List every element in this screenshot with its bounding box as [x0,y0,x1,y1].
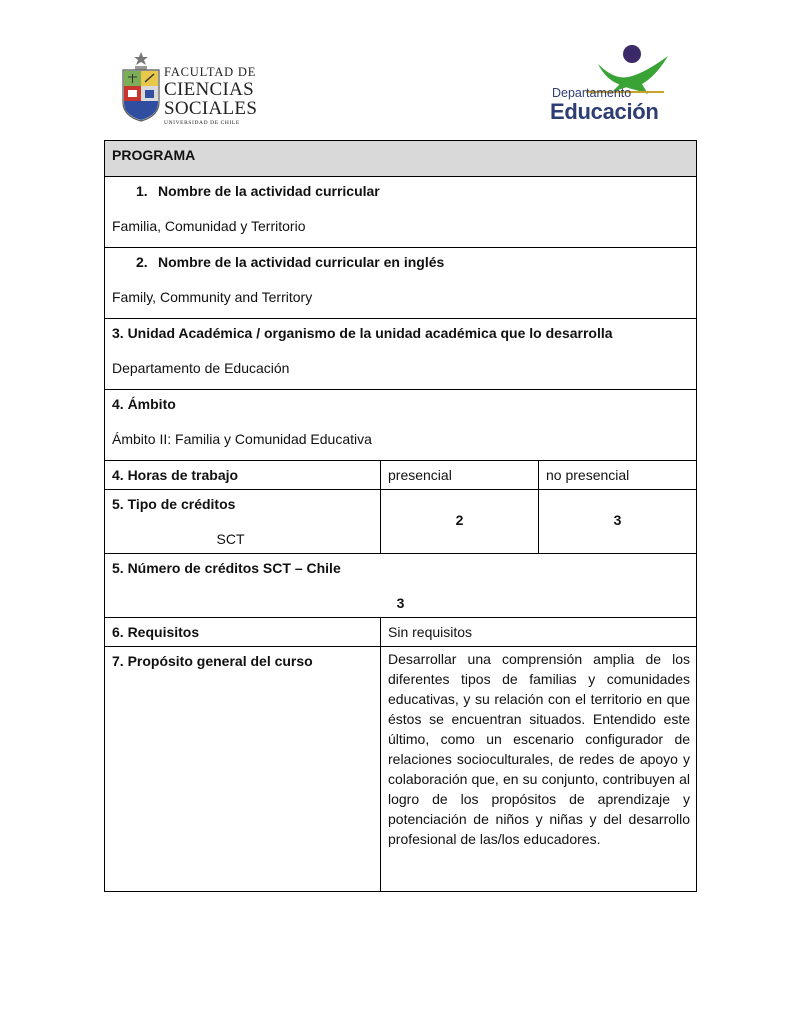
hours-label: 4. Horas de trabajo [105,461,381,490]
section-1-number: 1. [136,183,148,199]
requisites-value: Sin requisitos [381,618,697,647]
credits-type-sct: SCT [216,531,245,547]
section-3-value: Departamento de Educación [112,360,290,376]
section-2-value: Family, Community and Territory [112,289,313,305]
hours-presencial: presencial [381,461,539,490]
programa-header: PROGRAMA [105,141,697,177]
departamento-educacion-logo [550,42,670,124]
credits-presencial-value: 2 [455,512,464,528]
section-2-title-text: Nombre de la actividad curricular en inglés [158,254,445,270]
credits-count-label: 5. Número de créditos SCT – Chile [112,560,341,576]
logo-line-facultad: FACULTAD DE [164,65,257,79]
logo-line-ciencias: CIENCIAS [164,78,255,100]
purpose-label: 7. Propósito general del curso [105,647,381,892]
section-4-row [105,390,697,461]
purpose-value: Desarrollar una comprensión amplia de los diferentes tipos de familias y comunidades educativas, y su relación con el territorio en que éstos se encuentran situados. Entendido este último, como un escenario configurador de relaciones socioculturales, de redes de apoyo y colaboración que, en su conjunto, contribuyen al logro de los propósitos de aprendizaje y potenciación de niños y niñas y del desarrollo profesional de las/los educadores. [381,647,697,892]
section-1-title [112,181,689,201]
hours-row [105,461,697,490]
facultad-logo [120,48,270,128]
programa-table [104,140,697,892]
section-2-number: 2. [136,254,148,270]
section-4-value: Ámbito II: Familia y Comunidad Educativa [112,431,372,447]
section-3-title: 3. Unidad Académica / organismo de la unidad académica que lo desarrolla [112,325,613,341]
logo-line-sociales: SOCIALES [164,97,258,119]
purpose-row [105,647,697,892]
section-4-title: 4. Ámbito [112,396,176,412]
logo-educacion-text: Educación [550,99,659,124]
requisites-label: 6. Requisitos [105,618,381,647]
credits-count-value: 3 [396,595,405,611]
university-shield-icon [120,50,162,122]
requisites-row [105,618,697,647]
credits-type-label: 5. Tipo de créditos [112,496,236,512]
section-1-value: Familia, Comunidad y Territorio [112,218,306,234]
table-header-row [105,141,697,177]
credits-no-presencial-value: 3 [613,512,622,528]
section-2-title [112,252,689,272]
section-1-title-text: Nombre de la actividad curricular [158,183,380,199]
logo-departamento-text: Departamento [552,86,632,100]
credits-count-row [105,554,697,618]
section-1-row [105,177,697,248]
section-2-row [105,248,697,319]
logo-line-universidad: UNIVERSIDAD DE CHILE [164,119,240,126]
credits-type-row [105,490,697,554]
hours-no-presencial: no presencial [539,461,697,490]
section-3-row [105,319,697,390]
